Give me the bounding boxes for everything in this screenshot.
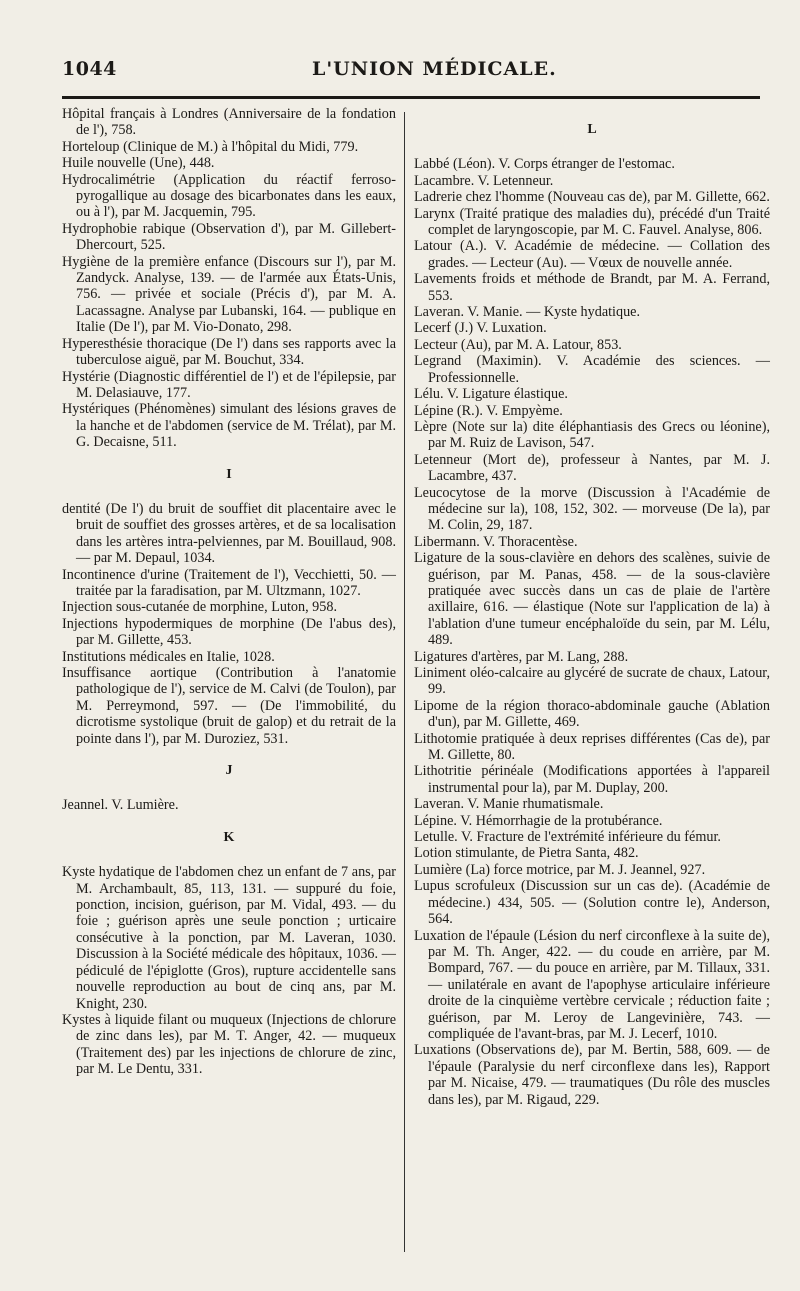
column-divider: [404, 112, 405, 1252]
index-entry: Hyperesthésie thoracique (De l') dans ses rapports avec la tuberculose aiguë, par M. Bouchut, 334.: [62, 335, 396, 369]
index-entry: Horteloup (Clinique de M.) à l'hôpital du Midi, 779.: [62, 138, 359, 155]
index-entry: Lotion stimulante, de Pietra Santa, 482.: [414, 845, 639, 862]
index-entry: Lecerf (J.) V. Luxation.: [414, 320, 547, 337]
index-entry: Ladrerie chez l'homme (Nouveau cas de), par M. Gillette, 662.: [414, 189, 770, 206]
running-title: L'UNION MÉDICALE.: [312, 58, 557, 80]
index-entry: Jeannel. V. Lumière.: [62, 797, 179, 814]
index-entry: Laveran. V. Manie rhumatismale.: [414, 796, 604, 813]
index-entry: Liniment oléo-calcaire au glycéré de sucrate de chaux, Latour, 99.: [414, 665, 770, 698]
index-entry: Injections hypodermiques de morphine (De l'abus des), par M. Gillette, 453.: [62, 615, 396, 649]
index-entry: Incontinence d'urine (Traitement de l'), Vecchietti, 50. — traitée par la faradisation, par M. Ultzmann, 1027.: [62, 566, 396, 599]
section-letter: L: [587, 122, 597, 137]
index-entry: Laveran. V. Manie. — Kyste hydatique.: [414, 304, 641, 321]
index-entry: Labbé (Léon). V. Corps étranger de l'estomac.: [414, 156, 675, 173]
page-number: 1044: [62, 58, 117, 80]
index-entry: Ligature de la sous-clavière en dehors des scalènes, suivie de guérison, par M. Panas, 458. — de la sous-clavière pratiquée avec succès dans un cas de plaie de l'artère axillaire, 616. — élastique (Note sur l'application de la) à l'ablation d'une tumeur encéphaloïde du sein, par M. Lélu, 489.: [414, 550, 770, 649]
index-entry: Lithotomie pratiquée à deux reprises différentes (Cas de), par M. Gillette, 80.: [414, 730, 770, 764]
index-entry: Hydrocalimétrie (Application du réactif ferroso-pyrogallique au dosage des bicarbonates dans les eaux, ou à l'), par M. Jacquemin, 795.: [62, 171, 396, 221]
index-entry: Luxation de l'épaule (Lésion du nerf circonflexe à la suite de), par M. Th. Anger, 422. — du coude en arrière, par M. Bompard, 767. — du pouce en arrière, par M. Tillaux, 331. — unilatérale en avant de l'apophyse articulaire inférieure droite de la cinquième vertèbre cervicale ; réduction faite ; guérison, par M. Leroy de Langevinière, 743. — compliquée de l'avant-bras, par M. J. Lecerf, 1010.: [414, 927, 770, 1042]
index-entry: Lacambre. V. Letenneur.: [414, 172, 554, 189]
index-entry: Kyste hydatique de l'abdomen chez un enfant de 7 ans, par M. Archambault, 85, 113, 131. — suppuré du foie, ponction, incision, guérison, par M. Vidal, 493. — du foie ; guérison après une seule ponction ; urticaire consécutive à la ponction, par M. Laveran, 1030. Discussion à la Société médicale des hôpitaux, 1036. — pédiculé de l'épiglotte (Gros), rupture accidentelle sans nouvelle reproduction au bout de cinq ans, par M. Knight, 230.: [62, 864, 396, 1012]
index-entry: Leucocytose de la morve (Discussion à l'Académie de médecine sur la), 108, 152, 302. — morveuse (De la), par M. Colin, 29, 187.: [414, 484, 770, 534]
index-entry: Hystériques (Phénomènes) simulant des lésions graves de la hanche et de l'abdomen (service de M. Trélat), par M. G. Decaisne, 511.: [62, 401, 396, 451]
index-entry: Injection sous-cutanée de morphine, Luton, 958.: [62, 599, 338, 616]
index-entry: Lépine (R.). V. Empyème.: [414, 402, 563, 419]
section-letter: J: [225, 763, 233, 779]
index-entry: Latour (A.). V. Académie de médecine. — Collation des grades. — Lecteur (Au). — Vœux de nouvelle année.: [414, 238, 770, 271]
index-entry: Letenneur (Mort de), professeur à Nantes, par M. J. Lacambre, 437.: [414, 451, 770, 485]
index-entry: Institutions médicales en Italie, 1028.: [62, 648, 275, 665]
header-rule: [62, 96, 760, 99]
index-entry: Lavements froids et méthode de Brandt, par M. A. Ferrand, 553.: [414, 271, 770, 304]
page-header: [62, 58, 760, 92]
index-entry: Lèpre (Note sur la) dite éléphantiasis des Grecs ou léonine), par M. Ruiz de Lavison, 547.: [414, 418, 770, 452]
index-entry: Lépine. V. Hémorrhagie de la protubérance.: [414, 812, 663, 829]
index-entry: Luxations (Observations de), par M. Bertin, 588, 609. — de l'épaule (Paralysie du nerf circonflexe dans les), Rapport par M. Nicaise, 479. — traumatiques (Du rôle des muscles dans les), par M. Rigaud, 229.: [414, 1042, 770, 1108]
index-entry: Hygiène de la première enfance (Discours sur l'), par M. Zandyck. Analyse, 139. — de l'armée aux États-Unis, 756. — privée et sociale (Précis d'), par M. A. Lacassagne. Analyse par Lubanski, 164. — publique en Italie (De l'), par M. Vio-Donato, 298.: [62, 253, 396, 336]
index-entry: Letulle. V. Fracture de l'extrémité inférieure du fémur.: [414, 829, 721, 846]
index-entry: Insuffisance aortique (Contribution à l'anatomie pathologique de l'), service de M. Calvi (de Toulon), par M. Perreymond, 597. — (De l'immobilité, du dicrotisme systolique (bruit de galop) et du retrait de la pointe dans l'), par M. Duroziez, 531.: [62, 665, 396, 747]
index-entry: Kystes à liquide filant ou muqueux (Injections de chlorure de zinc dans les), par M. T. Anger, 42. — muqueux (Traitement des) par les injections de chlorure de zinc, par M. Le Dentu, 331.: [62, 1011, 396, 1078]
index-entry: Lithotritie périnéale (Modifications apportées à l'appareil instrumental pour la), par M. Duplay, 200.: [414, 763, 770, 796]
index-entry: Huile nouvelle (Une), 448.: [62, 155, 215, 172]
index-entry: Legrand (Maximin). V. Académie des sciences. — Professionnelle.: [414, 353, 770, 386]
index-entry: Lumière (La) force motrice, par M. J. Jeannel, 927.: [414, 861, 706, 878]
index-entry: dentité (De l') du bruit de souffiet dit placentaire avec le bruit de souffiet des grosses artères, et de sa localisation dans les artères intra-pelviennes, par M. Bouillaud, 908. — par M. Depaul, 1034.: [62, 500, 396, 567]
index-entry: Lipome de la région thoraco-abdominale gauche (Ablation d'un), par M. Gillette, 469.: [414, 697, 770, 731]
index-entry: Lélu. V. Ligature élastique.: [414, 386, 568, 403]
index-entry: Lecteur (Au), par M. A. Latour, 853.: [414, 336, 622, 353]
index-entry: Hystérie (Diagnostic différentiel de l') et de l'épilepsie, par M. Delasiauve, 177.: [62, 368, 396, 401]
index-entry: Hôpital français à Londres (Anniversaire de la fondation de l'), 758.: [62, 106, 396, 139]
section-letter: K: [223, 829, 235, 845]
index-entry: Hydrophobie rabique (Observation d'), par M. Gillebert-Dhercourt, 525.: [62, 220, 396, 254]
right-column: [414, 106, 770, 1108]
section-letter: I: [226, 466, 232, 482]
left-column: [62, 106, 396, 1078]
index-entry: Lupus scrofuleux (Discussion sur un cas de). (Académie de médecine.) 434, 505. — (Solution contre le), Anderson, 564.: [414, 878, 770, 928]
index-entry: Libermann. V. Thoracentèse.: [414, 533, 578, 550]
index-entry: Larynx (Traité pratique des maladies du), précédé d'un Traité complet de laryngoscopie, par M. C. Fauvel. Analyse, 806.: [414, 205, 770, 239]
index-entry: Ligatures d'artères, par M. Lang, 288.: [414, 648, 629, 665]
